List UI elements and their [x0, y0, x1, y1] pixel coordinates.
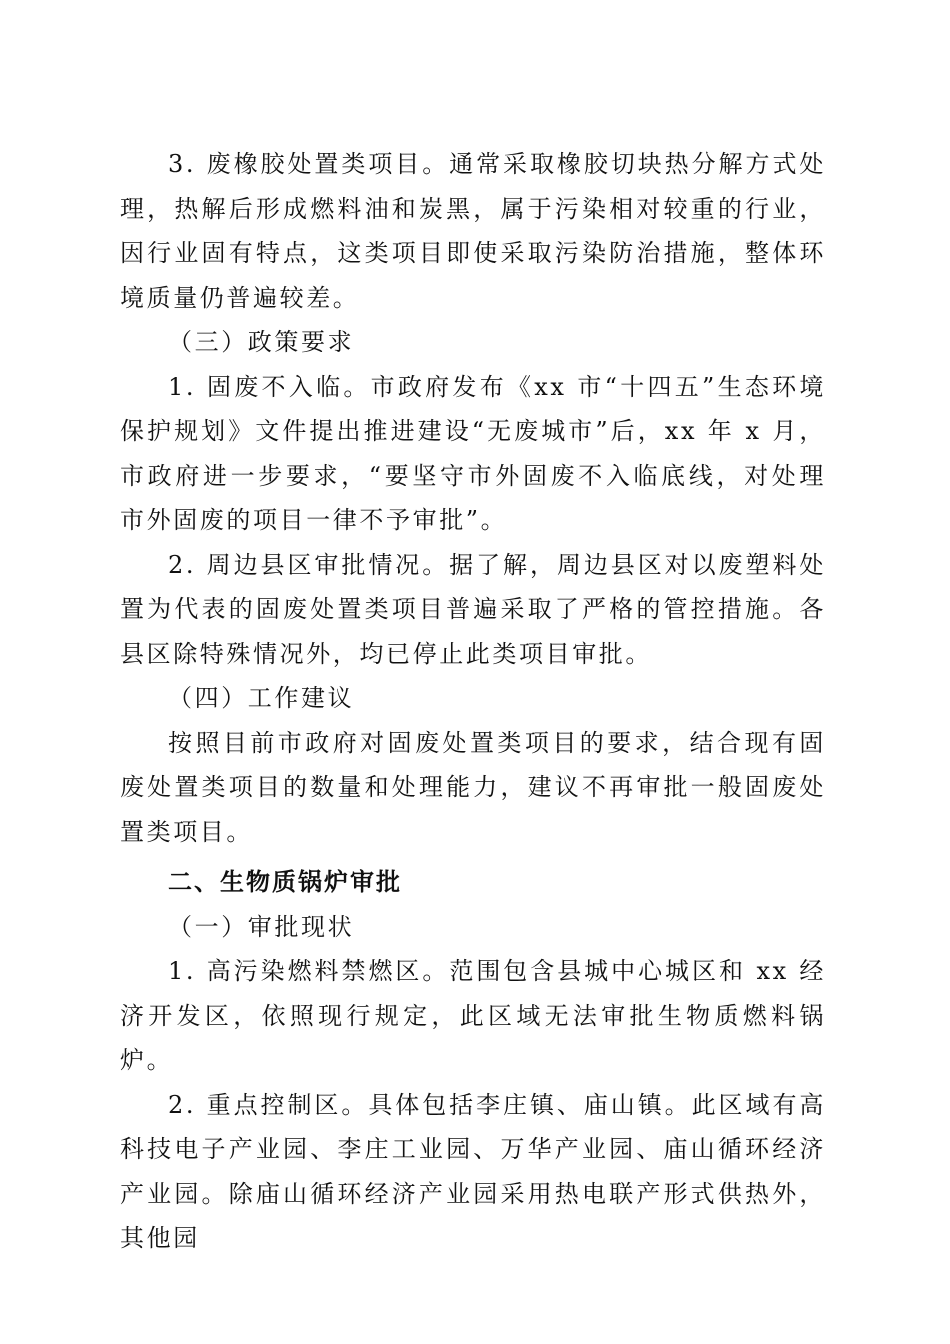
paragraph-high-pollution-fuel-zone: 1. 高污染燃料禁燃区。范围包含县城中心城区和 xx 经济开发区，依照现行规定，此区域无法审批生物质燃料锅炉。 [120, 957, 826, 1074]
paragraph-waste-rubber: 3. 废橡胶处置类项目。通常采取橡胶切块热分解方式处理，热解后形成燃料油和炭黑，属于污染相对较重的行业，因行业固有特点，这类项目即使采取污染防治措施，整体环境质量仍普遍较差。 [120, 150, 826, 312]
subheading-work-suggestions: （四）工作建议 [168, 684, 355, 712]
section-heading-biomass-boiler: 二、生物质锅炉审批 [168, 868, 402, 896]
paragraph-surrounding-counties: 2. 周边县区审批情况。据了解，周边县区对以废塑料处置为代表的固废处置类项目普遍采取了严格的管控措施。各县区除特殊情况外，均已停止此类项目审批。 [120, 550, 826, 668]
paragraph-solid-waste-not-entering: 1. 固废不入临。市政府发布《xx 市“十四五”生态环境保护规划》文件提出推进建设“无废城市”后，xx 年 x 月，市政府进一步要求，“要坚守市外固废不入临底线，对处理市外固废的项目一律不予审批”。 [120, 372, 826, 534]
subheading-approval-status: （一）审批现状 [168, 912, 355, 941]
subheading-policy-requirements: （三）政策要求 [168, 328, 355, 356]
paragraph-suggestion: 按照目前市政府对固废处置类项目的要求，结合现有固废处置类项目的数量和处理能力，建议不再审批一般固废处置类项目。 [120, 728, 826, 846]
document-body [120, 142, 826, 1261]
paragraph-key-control-zone: 2. 重点控制区。具体包括李庄镇、庙山镇。此区域有高科技电子产业园、李庄工业园、万华产业园、庙山循环经济产业园。除庙山循环经济产业园采用热电联产形式供热外，其他园 [120, 1090, 826, 1252]
